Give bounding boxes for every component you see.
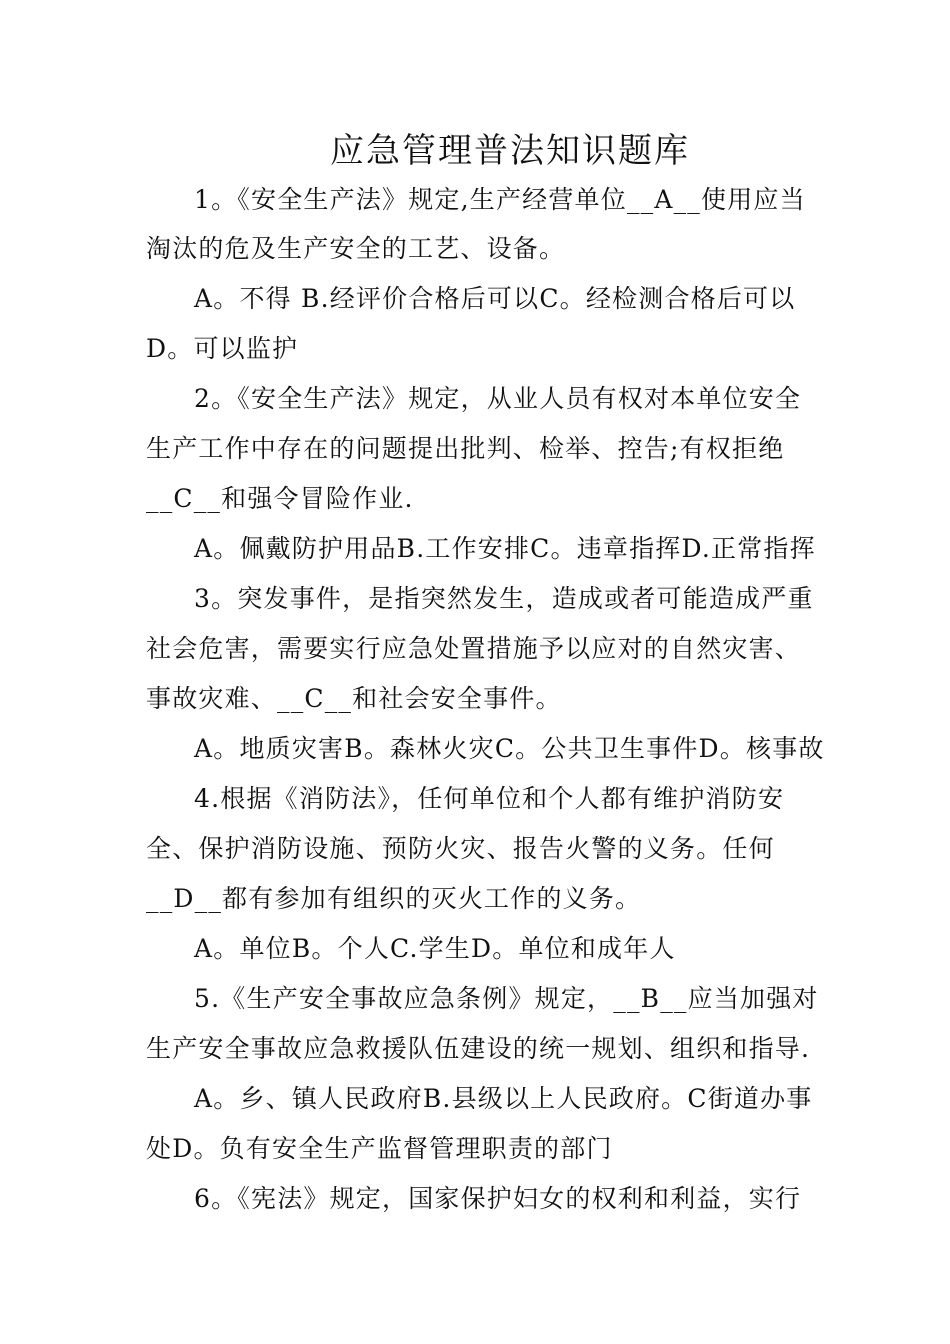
q1-options-line-2: D。可以监护: [146, 334, 299, 363]
q5-line-1: 5.《生产安全事故应急条例》规定，__B__应当加强对: [194, 984, 819, 1013]
q5-options-line-2: 处D。负有安全生产监督管理职责的部门: [146, 1134, 613, 1163]
q1-line-2: 淘汰的危及生产安全的工艺、设备。: [146, 234, 566, 263]
q1-line-1: 1。《安全生产法》规定,生产经营单位__A__使用应当: [194, 185, 806, 214]
q6-line-1: 6。《宪法》规定，国家保护妇女的权利和利益，实行: [194, 1184, 802, 1213]
document-title: 应急管理普法知识题库: [330, 131, 690, 171]
q3-line-2: 社会危害，需要实行应急处置措施予以应对的自然灾害、: [146, 634, 802, 663]
q5-options-line-1: A。乡、镇人民政府B.县级以上人民政府。C街道办事: [194, 1084, 813, 1113]
q1-options-line-1: A。不得 B.经评价合格后可以C。经检测合格后可以: [194, 284, 796, 313]
q4-options: A。单位B。个人C.学生D。单位和成年人: [194, 934, 676, 963]
q2-line-1: 2。《安全生产法》规定，从业人员有权对本单位安全: [194, 384, 802, 413]
q2-options: A。佩戴防护用品B.工作安排C。违章指挥D.正常指挥: [194, 534, 816, 563]
q2-line-3: __C__和强令冒险作业.: [146, 484, 414, 513]
q4-line-3: __D__都有参加有组织的灭火工作的义务。: [146, 884, 642, 913]
q3-options: A。地质灾害B。森林火灾C。公共卫生事件D。核事故: [194, 734, 825, 763]
q2-line-2: 生产工作中存在的问题提出批判、检举、控告;有权拒绝: [146, 434, 785, 463]
q3-line-1: 3。突发事件，是指突然发生，造成或者可能造成严重: [194, 584, 814, 613]
q3-line-3: 事故灾难、__C__和社会安全事件。: [146, 684, 562, 713]
q5-line-2: 生产安全事故应急救援队伍建设的统一规划、组织和指导.: [146, 1034, 811, 1063]
q4-line-2: 全、保护消防设施、预防火灾、报告火警的义务。任何: [146, 834, 775, 863]
q4-line-1: 4.根据《消防法》，任何单位和个人都有维护消防安: [194, 784, 785, 813]
